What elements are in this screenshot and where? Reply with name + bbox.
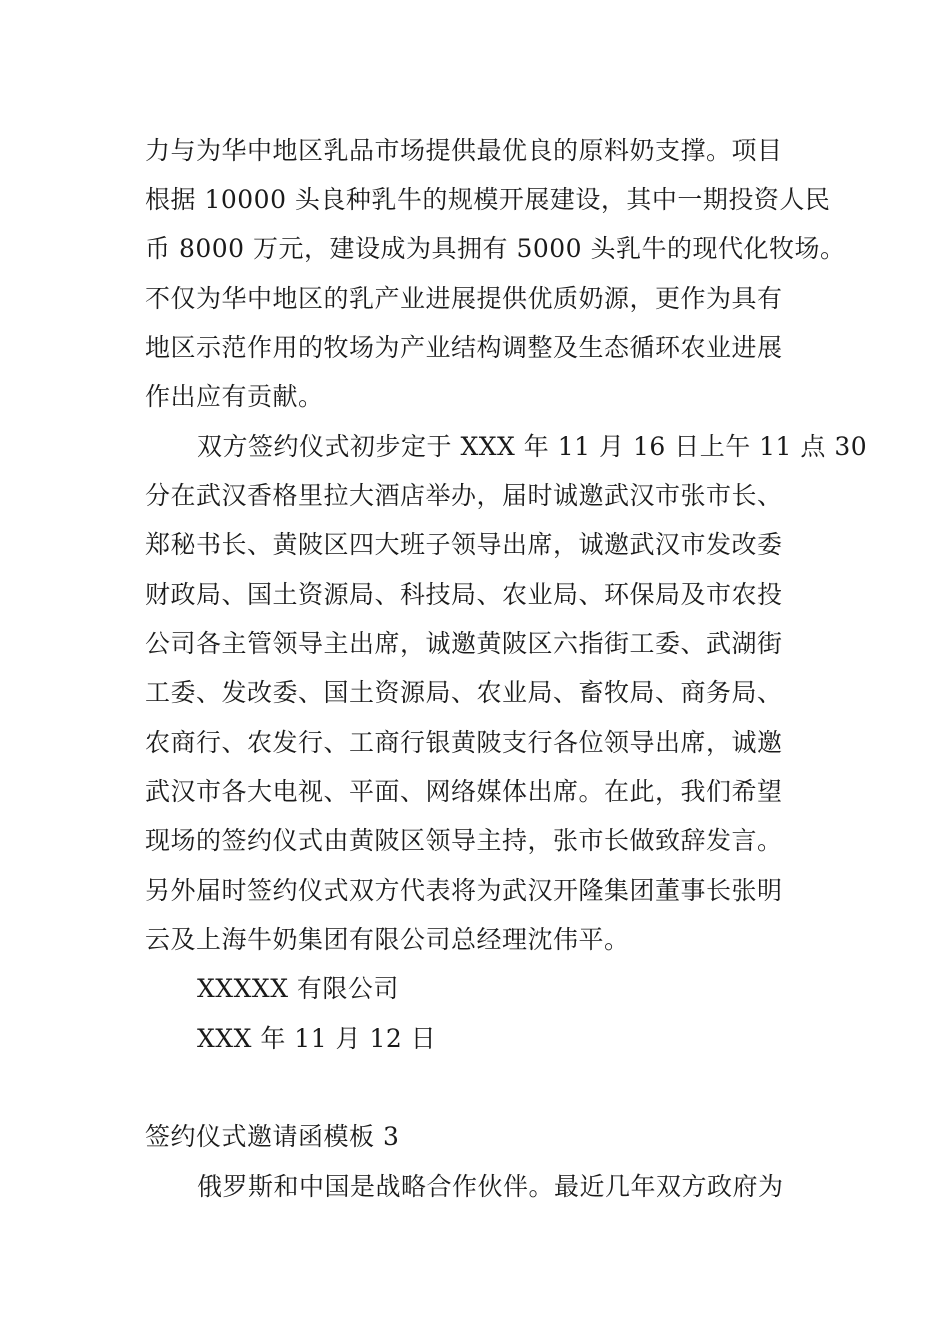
signature-company: XXXXX 有限公司 xyxy=(197,974,399,1003)
text-line-17: 云及上海牛奶集团有限公司总经理沈伟平。 xyxy=(145,925,630,954)
text-line-14: 武汉市各大电视、平面、网络媒体出席。在此，我们希望 xyxy=(145,777,783,806)
text-line-16: 另外届时签约仪式双方代表将为武汉开隆集团董事长张明 xyxy=(145,876,783,905)
text-line-3: 币 8000 万元，建设成为具拥有 5000 头乳牛的现代化牧场。 xyxy=(145,234,846,263)
text-line-2: 根据 10000 头良种乳牛的规模开展建设，其中一期投资人民 xyxy=(145,185,831,214)
section-heading: 签约仪式邀请函模板 3 xyxy=(145,1122,400,1151)
text-line-13: 农商行、农发行、工商行银黄陂支行各位领导出席，诚邀 xyxy=(145,728,783,757)
text-line-8: 分在武汉香格里拉大酒店举办，届时诚邀武汉市张市长、 xyxy=(145,481,783,510)
signature-date: XXX 年 11 月 12 日 xyxy=(197,1024,437,1053)
text-line-15: 现场的签约仪式由黄陂区领导主持，张市长做致辞发言。 xyxy=(145,826,783,855)
text-line-10: 财政局、国土资源局、科技局、农业局、环保局及市农投 xyxy=(145,580,783,609)
text-line-5: 地区示范作用的牧场为产业结构调整及生态循环农业进展 xyxy=(145,333,783,362)
text-line-6: 作出应有贡献。 xyxy=(145,382,324,411)
text-line-12: 工委、发改委、国土资源局、农业局、畜牧局、商务局、 xyxy=(145,678,783,707)
text-line-7: 双方签约仪式初步定于 XXX 年 11 月 16 日上午 11 点 30 xyxy=(197,432,868,461)
next-paragraph-line: 俄罗斯和中国是战略合作伙伴。最近几年双方政府为 xyxy=(197,1172,784,1201)
text-line-4: 不仅为华中地区的乳产业进展提供优质奶源，更作为具有 xyxy=(145,284,783,313)
text-line-1: 力与为华中地区乳品市场提供最优良的原料奶支撑。项目 xyxy=(145,136,783,165)
text-line-11: 公司各主管领导主出席，诚邀黄陂区六指街工委、武湖街 xyxy=(145,629,783,658)
text-line-9: 郑秘书长、黄陂区四大班子领导出席，诚邀武汉市发改委 xyxy=(145,530,783,559)
